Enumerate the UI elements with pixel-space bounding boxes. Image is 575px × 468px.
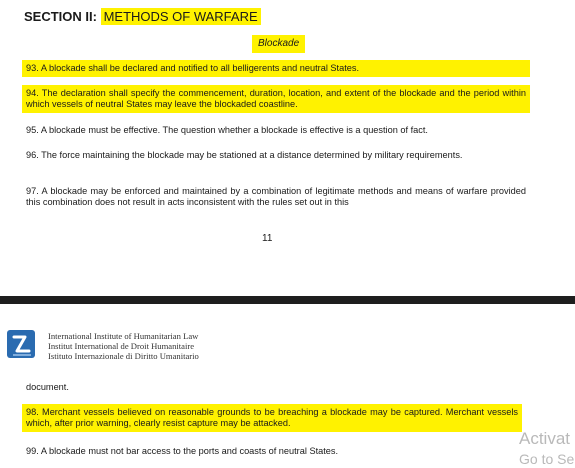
- paragraph-96: 96. The force maintaining the blockade may be stationed at a distance determined by military requirements.: [26, 150, 463, 160]
- activation-watermark: Activat: [519, 429, 571, 448]
- institute-name: [48, 331, 199, 361]
- section-title: METHODS OF WARFARE: [101, 8, 261, 25]
- paragraph-98: 98. Merchant vessels believed on reasonable grounds to be breaching a blockade may be captured. Merchant vessels which, after prior warning, clearly resist capture may be attacked.: [22, 404, 522, 432]
- page-divider: [0, 296, 575, 304]
- paragraph-97: 97. A blockade may be enforced and maintained by a combination of legitimate methods and means of warfare provided this combination does not result in acts inconsistent with the rules set out in this: [26, 186, 526, 207]
- page-number: 11: [262, 233, 273, 244]
- paragraph-94: 94. The declaration shall specify the commencement, duration, location, and extent of the blockade and the period within which vessels of neutral States may leave the blockaded coastline.: [22, 85, 530, 113]
- institute-name-fr: Institut International de Droit Humanitaire: [48, 341, 195, 351]
- institute-name-en: International Institute of Humanitarian Law: [48, 331, 199, 341]
- institute-name-it: Istituto Internazionale di Diritto Umanitario: [48, 351, 199, 361]
- section-prefix: SECTION II:: [24, 9, 101, 24]
- section-heading: [24, 8, 261, 25]
- paragraph-93: 93. A blockade shall be declared and notified to all belligerents and neutral States.: [22, 60, 530, 77]
- paragraph-99: 99. A blockade must not bar access to the ports and coasts of neutral States.: [26, 446, 339, 456]
- subsection-title: Blockade: [252, 35, 305, 53]
- paragraph-95: 95. A blockade must be effective. The question whether a blockade is effective is a question of fact.: [26, 125, 428, 135]
- continued-text: document.: [26, 382, 69, 392]
- iihl-logo-icon: [5, 327, 39, 361]
- activation-watermark-sub: Go to Se: [519, 451, 575, 467]
